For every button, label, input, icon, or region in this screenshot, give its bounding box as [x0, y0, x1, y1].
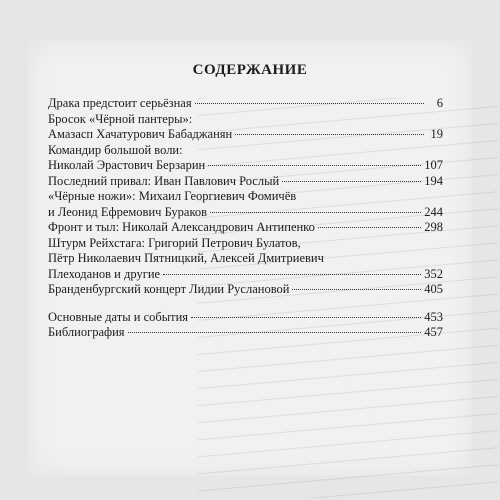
toc-entry-row: [48, 282, 443, 298]
toc-entry[interactable]: [48, 112, 443, 143]
dot-leader: [292, 289, 421, 290]
toc-page-number: 298: [424, 220, 443, 234]
toc-entry[interactable]: [48, 282, 443, 298]
toc-entry-row: [48, 220, 443, 236]
toc-entry-row: [48, 267, 443, 283]
toc-entry-line: Командир большой воли:: [48, 142, 183, 157]
toc-entry[interactable]: [48, 189, 443, 220]
toc-entry-row: [48, 310, 443, 326]
toc-page-number: 107: [424, 158, 443, 172]
toc-page-number: 194: [424, 173, 443, 188]
toc-entry-title: Плеходанов и другие: [48, 266, 161, 281]
toc-page-number: 405: [424, 282, 443, 296]
toc-entry-title: Бранденбургский концерт Лидии Руслановой: [48, 282, 290, 296]
toc-entry[interactable]: [48, 220, 443, 236]
toc-entry-line: Бросок «Чёрной пантеры»:: [48, 111, 193, 126]
toc-page-number: 244: [424, 204, 443, 219]
toc-entry-title: Николай Эрастович Берзарин: [48, 158, 206, 172]
toc-entry-row: [48, 205, 443, 221]
toc-entry-title: Последний привал: Иван Павлович Рослый: [48, 173, 280, 188]
dot-leader: [282, 181, 421, 182]
toc-page-number: 352: [424, 266, 443, 281]
dot-leader: [210, 212, 421, 213]
toc-entry-title: Основные даты и события: [48, 309, 189, 324]
toc-entry[interactable]: [48, 236, 443, 283]
toc-entry-row: [48, 174, 443, 190]
toc-page-number: 453: [424, 309, 443, 324]
dot-leader: [318, 227, 421, 228]
dot-leader: [128, 332, 422, 333]
toc-entry-row: [48, 127, 443, 143]
toc-entry[interactable]: [48, 143, 443, 174]
toc-entry-title: Фронт и тыл: Николай Александрович Антипенко: [48, 220, 315, 234]
toc-entry[interactable]: [48, 325, 443, 341]
toc-page-number: 19: [430, 127, 443, 141]
toc-entry-title: и Леонид Ефремович Бураков: [48, 204, 208, 219]
toc-entry-title: Драка предстоит серьёзная: [48, 96, 192, 110]
section-gap: [48, 298, 443, 310]
toc-entry[interactable]: [48, 310, 443, 326]
toc-entry[interactable]: [48, 96, 443, 112]
dot-leader: [195, 103, 424, 104]
toc-entry-title: Библиография: [48, 325, 125, 339]
toc-entry-row: [48, 96, 443, 112]
toc-entry-title: Амазасп Хачатурович Бабаджанян: [48, 127, 233, 141]
toc-entry-line: Пётр Николаевич Пятницкий, Алексей Дмитриевич: [48, 251, 324, 265]
dot-leader: [208, 165, 421, 166]
table-of-contents: [48, 96, 443, 341]
toc-entry[interactable]: [48, 174, 443, 190]
toc-entry-row: [48, 325, 443, 341]
dot-leader: [191, 317, 421, 318]
toc-page-number: 457: [424, 325, 443, 339]
toc-entry-line: Штурм Рейхстага: Григорий Петрович Булатов,: [48, 235, 301, 250]
toc-entry-row: [48, 158, 443, 174]
page-title: СОДЕРЖАНИЕ: [192, 62, 308, 78]
toc-page-number: 6: [436, 96, 443, 110]
toc-entry-line: «Чёрные ножи»: Михаил Георгиевич Фомичёв: [48, 189, 297, 203]
dot-leader: [163, 274, 421, 275]
dot-leader: [235, 134, 424, 135]
